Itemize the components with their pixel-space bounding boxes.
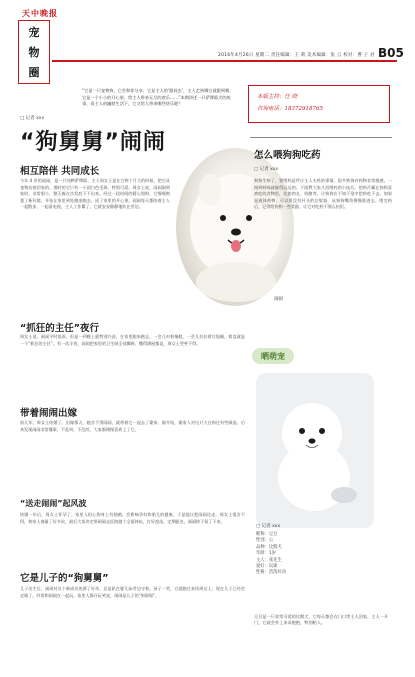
pet-info-line: 性格：活泼好动 [256,570,287,576]
pet-note: 豆豆是一只非常可爱的比熊犬，它每天都会在门口等主人回家。主人一开门，它就会扑上来求抱抱，特别粘人。 [254,614,389,626]
header-rule [52,60,397,62]
section2-text: 周女士说，闹闹平时很乖，但是一到晚上就特别兴奋，在家里跑来跑去，一会儿叼着拖鞋，一会儿扒拉着垃圾桶，简直就是一个“抓狂的主任”。有一次半夜，闹闹把家里的卫生纸全部撕碎，撒得满屋都是，周女士哭笑不得。 [20,334,245,346]
section-label [18,20,50,84]
photo-caption: 闹闹 [274,297,283,302]
newspaper-logo: 天中晚报 [22,8,58,18]
story-headline: “狗舅舅”闹闹 [20,130,166,155]
section4-title: “送走闹闹”起风波 [20,499,87,508]
pet-showcase-tag: 晒萌宠 [252,348,294,364]
pet-info [256,532,286,577]
dog-byline: □ 记者 xxx [256,524,281,529]
section2-title: “抓狂的主任”夜行 [20,323,99,334]
section-char-1: 宠 [28,26,40,39]
pet-info-line: 年龄：1岁 [256,551,276,557]
intro-text: “它是一只宠物狗，它会和你分享；它是主人的‘跟屁虫’，主人走到哪它就跟到哪；它是一个小小的开心果，给主人带来无尽的欢乐……”本期讲述一只萨摩耶犬的故事，看主人的幽默生活下，它又给人带来哪些快乐呢？ [82,88,234,107]
pet-info-line: 昵称：豆豆 [256,532,278,537]
column-box [248,85,390,123]
page-number: B05 [378,46,404,60]
bichon-illustration [256,373,374,528]
bichon-photo [256,373,374,528]
right-byline: □ 记者 xxx [254,167,279,172]
header-meta: 2016年4月26日 星期二 责任编辑：王 莉 美术编辑：张 云 校对：曹 子 君 [218,53,375,58]
section1-text: 今年 4 岁的闹闹，是一只纯种萨摩耶。主人周女士是在它两个月大的时候，把它从宠物店接回家的。那时的它只有一小团白色毛球，特别可爱。周女士说，闹闹刚到家时，非常胆小，整天躲在沙发底下不出来。经过一段时间的精心照料，它慢慢熟悉了新环境，开始在家里到处跑来跑去，成了家里的开心果。闹闹每天都陪着主人一起散步，一起看电视，主人工作累了，它就安安静静地趴在旁边。 [20,178,170,209]
right-title: 怎么喂狗狗吃药 [254,150,321,161]
section3-title: 带着闹闹出嫁 [20,408,78,419]
pet-info-line: 品种：比熊犬 [256,544,282,550]
section5-text: 儿子出生后，闹闹对这个新成员充满了好奇，总是趴在婴儿床旁边守着。孩子一哭，它就跑过来找周女士。现在儿子已经会走路了，经常和闹闹在一起玩。家里人都开玩笑说，闹闹是儿子的“狗舅舅”。 [20,586,245,598]
section-char-2: 物 [28,46,40,59]
column-title: 本版主持：任 晓 [257,94,298,100]
pet-info-line: 主人：张先生 [256,557,282,563]
section4-text: 结婚一年后，周女士怀孕了。家里人担心狗身上有细菌，会影响孕妇和胎儿的健康，于是提议把闹闹送走。周女士很舍不得，和家人商量了好多次，最后大家决定带闹闹去医院做个全面体检，打好疫苗，定期驱虫，闹闹终于留了下来。 [20,512,245,524]
section1-title: 相互陪伴 共同成长 [20,166,100,177]
pet-info-line: 性别：公 [256,538,274,544]
right-text: 狗狗生病了，要喂药是件让主人头疼的事情。很多狗狗对药物非常敏感，一闻到药味就躲得远远的。下面教大家几招喂药的小技巧。把药片藏在狗狗喜欢吃的食物里，比如肉丸、奶酪等，让狗狗在不知不觉中把药吃下去。如果是液体药物，可以用没有针头的注射器，从狗狗嘴角慢慢推进去。喂完药后，记得给狗狗一些奖励，让它对吃药不那么抗拒。 [254,178,392,209]
column-phone: 咨询电话：18372918765 [257,106,323,112]
section3-text: 前几年，周女士结婚了。出嫁那天，她舍不得闹闹，就带着它一起去了婆家。刚开始，婆家人对这只大白狗还有些顾虑，后来发现闹闹非常懂事，不乱叫，不乱咬，大家都慢慢喜欢上了它。 [20,420,245,432]
right-column-rule [250,137,392,138]
section5-title: 它是儿子的“狗舅舅” [20,573,109,584]
story-byline: □ 记者 xxx [20,116,45,121]
pet-info-line: 爱好：玩球 [256,564,278,570]
section-char-3: 圈 [28,66,40,79]
